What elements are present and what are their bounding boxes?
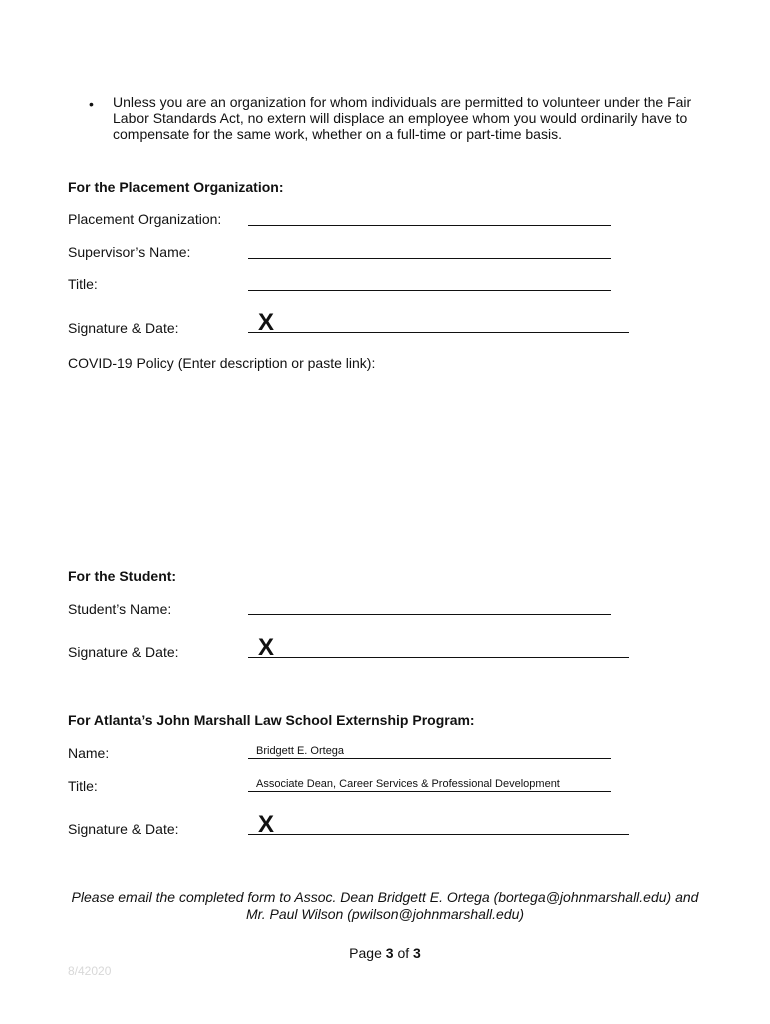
- supervisor-name-label: Supervisor’s Name:: [68, 244, 191, 260]
- school-title-label: Title:: [68, 778, 98, 794]
- page-current: 3: [385, 945, 394, 961]
- covid-policy-label: COVID-19 Policy (Enter description or paste link):: [68, 355, 376, 371]
- covid-policy-field[interactable]: [68, 375, 628, 555]
- placement-title-label: Title:: [68, 276, 98, 292]
- revision-date-stamp: 8/42020: [68, 964, 112, 978]
- email-instructions-line-2: Mr. Paul Wilson (pwilson@johnmarshall.edu): [245, 906, 525, 922]
- bullet-marker: •: [89, 96, 94, 112]
- email-instructions-line-1: Please email the completed form to Assoc. Dean Bridgett E. Ortega (bortega@johnmarshall.edu) and: [71, 889, 699, 905]
- school-signature-label: Signature & Date:: [68, 821, 179, 837]
- signature-x-mark: X: [258, 309, 275, 336]
- school-title-field[interactable]: Associate Dean, Career Services & Professional Development: [248, 778, 611, 792]
- student-section-heading: For the Student:: [68, 568, 177, 584]
- school-name-field[interactable]: Bridgett E. Ortega: [248, 745, 611, 759]
- student-signature-field[interactable]: [248, 634, 629, 661]
- student-name-field[interactable]: [248, 601, 611, 615]
- page-number: [0, 945, 770, 961]
- school-section-heading: For Atlanta’s John Marshall Law School Externship Program:: [68, 712, 475, 728]
- placement-section-heading: For the Placement Organization:: [68, 179, 284, 195]
- placement-title-field[interactable]: [248, 277, 611, 291]
- signature-x-mark: X: [258, 634, 275, 661]
- placement-signature-field[interactable]: [248, 309, 629, 336]
- page-prefix: Page: [349, 945, 386, 961]
- placement-org-label: Placement Organization:: [68, 211, 222, 227]
- placement-org-field[interactable]: [248, 212, 611, 226]
- page-middle: of: [393, 945, 414, 961]
- student-signature-label: Signature & Date:: [68, 644, 179, 660]
- email-instructions: [40, 889, 730, 923]
- signature-x-mark: X: [258, 811, 275, 838]
- page-total: 3: [413, 945, 421, 961]
- placement-signature-label: Signature & Date:: [68, 320, 179, 336]
- fair-labor-bullet-text: Unless you are an organization for whom individuals are permitted to volunteer under the Fair Labor Standards Act, no extern will displace an employee whom you would ordinarily have to compensate for the same work, whether on a full-time or part-time basis.: [113, 94, 692, 142]
- supervisor-name-field[interactable]: [248, 245, 611, 259]
- student-name-label: Student’s Name:: [68, 601, 172, 617]
- school-name-label: Name:: [68, 745, 110, 761]
- school-signature-field[interactable]: [248, 811, 629, 838]
